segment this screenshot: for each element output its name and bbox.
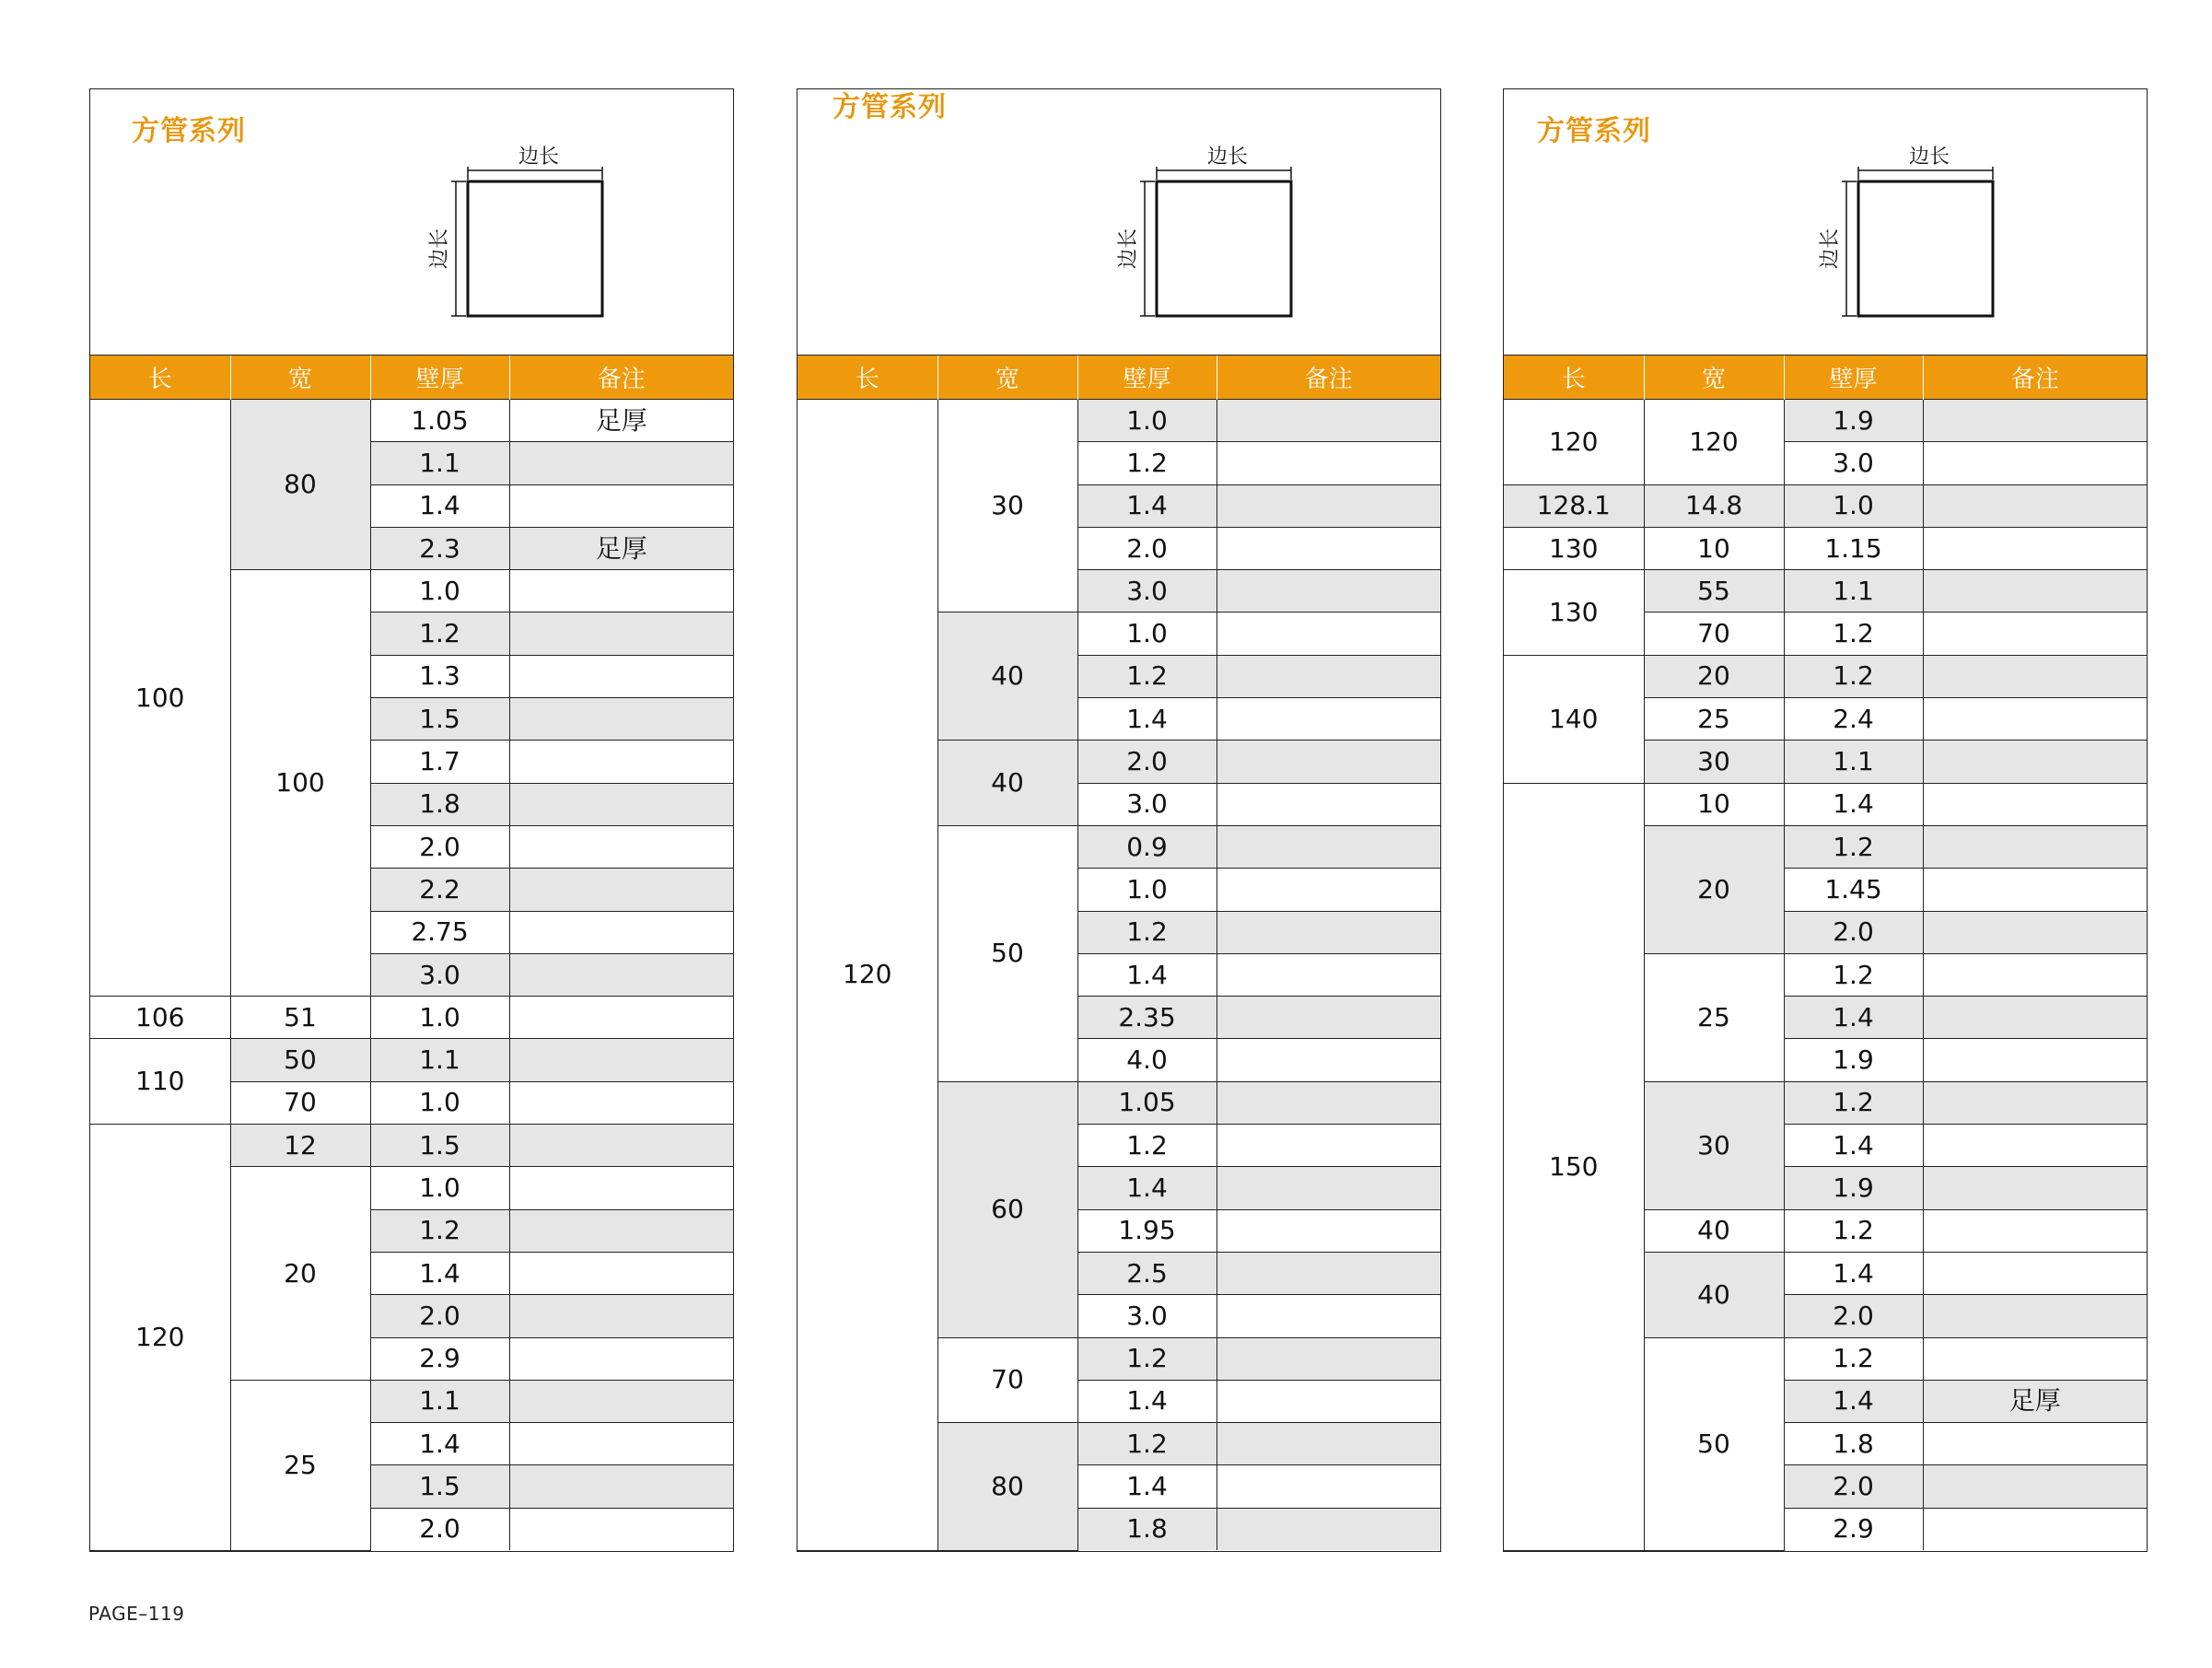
table-cell: 1.2 <box>1784 1081 1923 1124</box>
table-cell <box>1217 1295 1440 1337</box>
table-cell: 25 <box>1644 698 1784 741</box>
table-cell: 2.9 <box>1784 1508 1923 1550</box>
table-cell: 120 <box>1504 400 1644 485</box>
table-cell: 120 <box>797 400 937 1551</box>
table-cell <box>1923 400 2147 442</box>
header-wall-thickness: 壁厚 <box>370 356 509 400</box>
table-cell: 1.05 <box>370 400 509 442</box>
table-cell <box>1923 911 2147 953</box>
header-wall-thickness: 壁厚 <box>1784 356 1923 400</box>
table-cell <box>1217 655 1440 697</box>
table-cell <box>509 442 733 484</box>
table-cell <box>1217 1039 1440 1081</box>
table-header-row <box>1504 356 2147 400</box>
table-cell: 1.1 <box>370 1039 509 1081</box>
series-title: 方管系列 <box>132 115 246 147</box>
table-cell: 130 <box>1504 527 1644 569</box>
series-title: 方管系列 <box>832 91 947 123</box>
panel-header <box>797 89 1440 355</box>
table-cell <box>509 1508 733 1550</box>
table-cell: 1.8 <box>1784 1423 1923 1465</box>
table-cell <box>1217 1337 1440 1380</box>
table-cell: 1.4 <box>1784 783 1923 825</box>
table-cell: 足厚 <box>509 400 733 442</box>
table-cell: 1.3 <box>370 655 509 697</box>
table-cell: 2.0 <box>1784 1465 1923 1508</box>
table-cell: 1.2 <box>1784 612 1923 655</box>
table-cell <box>509 612 733 655</box>
table-cell: 100 <box>230 570 370 997</box>
table-cell: 1.2 <box>1784 953 1923 996</box>
table-cell <box>509 484 733 527</box>
table-cell <box>1923 741 2147 783</box>
table-cell: 1.5 <box>370 1125 509 1167</box>
table-cell <box>1923 1209 2147 1252</box>
table-cell: 1.2 <box>1077 911 1217 953</box>
table-cell: 1.0 <box>1077 612 1217 655</box>
table-cell: 1.4 <box>1077 698 1217 741</box>
table-cell: 20 <box>1644 825 1784 953</box>
table-cell <box>509 655 733 697</box>
dim-label-top: 边长 <box>1908 146 1950 169</box>
table-cell <box>1217 1209 1440 1252</box>
header-remark: 备注 <box>1217 356 1440 400</box>
table-row <box>90 997 733 1039</box>
table-cell: 120 <box>90 1125 230 1550</box>
table-cell: 1.7 <box>370 741 509 783</box>
table-cell: 1.9 <box>1784 1039 1923 1081</box>
table-cell <box>1923 484 2147 527</box>
table-cell: 2.0 <box>1077 527 1217 569</box>
table-cell: 1.4 <box>1077 1167 1217 1209</box>
table-cell: 1.2 <box>1784 1209 1923 1252</box>
table-cell: 足厚 <box>1923 1380 2147 1422</box>
table-cell <box>1923 1252 2147 1294</box>
table-cell: 25 <box>230 1380 370 1550</box>
table-cell <box>1923 1337 2147 1380</box>
dim-label-side: 边长 <box>1819 227 1842 270</box>
table-cell <box>509 997 733 1039</box>
table-cell <box>1217 484 1440 527</box>
table-row <box>1504 570 2147 612</box>
table-cell: 120 <box>1644 400 1784 485</box>
table-cell: 1.1 <box>1784 570 1923 612</box>
table-cell: 150 <box>1504 783 1644 1550</box>
panel-header <box>90 89 733 355</box>
table-cell: 20 <box>1644 655 1784 697</box>
table-cell: 2.35 <box>1077 997 1217 1039</box>
table-cell: 140 <box>1504 655 1644 783</box>
table-cell: 40 <box>937 612 1077 741</box>
square-tube-diagram <box>797 89 1442 355</box>
table-cell: 80 <box>230 400 370 570</box>
table-cell <box>509 825 733 868</box>
table-cell: 2.0 <box>1077 741 1217 783</box>
header-width: 宽 <box>1644 356 1784 400</box>
table-cell <box>509 1039 733 1081</box>
table-cell: 128.1 <box>1504 484 1644 527</box>
table-cell <box>509 783 733 825</box>
table-cell <box>1923 997 2147 1039</box>
table-cell: 1.2 <box>370 612 509 655</box>
table-cell: 70 <box>937 1337 1077 1423</box>
table-cell: 1.2 <box>1784 825 1923 868</box>
table-cell <box>1923 698 2147 741</box>
table-cell: 1.4 <box>1077 1465 1217 1508</box>
table-cell: 30 <box>937 400 1077 612</box>
table-cell <box>509 698 733 741</box>
table-cell: 2.75 <box>370 911 509 953</box>
table-cell <box>1923 1039 2147 1081</box>
table-cell: 3.0 <box>1077 1295 1217 1337</box>
table-cell <box>1217 442 1440 484</box>
table-cell <box>1923 1125 2147 1167</box>
table-cell <box>509 1209 733 1252</box>
table-cell: 55 <box>1644 570 1784 612</box>
table-cell: 2.9 <box>370 1337 509 1380</box>
table-cell: 1.2 <box>1077 442 1217 484</box>
table-cell: 1.8 <box>1077 1508 1217 1550</box>
table-cell <box>1923 1465 2147 1508</box>
table-row <box>1504 527 2147 569</box>
table-cell: 1.9 <box>1784 1167 1923 1209</box>
table-cell: 40 <box>1644 1252 1784 1337</box>
table-cell <box>1217 1508 1440 1550</box>
table-cell: 2.0 <box>370 1295 509 1337</box>
table-cell <box>1923 953 2147 996</box>
table-cell: 1.0 <box>1077 400 1217 442</box>
table-cell: 110 <box>90 1039 230 1125</box>
table-cell: 80 <box>937 1423 1077 1550</box>
spec-panel-2 <box>797 88 1441 1552</box>
table-cell <box>1217 911 1440 953</box>
table-cell <box>1217 1125 1440 1167</box>
table-cell: 3.0 <box>1077 783 1217 825</box>
table-cell <box>509 1125 733 1167</box>
table-cell: 1.4 <box>1077 1380 1217 1422</box>
table-cell <box>1217 1081 1440 1124</box>
table-cell <box>1217 997 1440 1039</box>
table-cell: 1.4 <box>370 484 509 527</box>
table-header-row <box>797 356 1440 400</box>
table-cell <box>1217 400 1440 442</box>
table-cell: 2.0 <box>370 1508 509 1550</box>
dim-label-side: 边长 <box>1117 227 1140 270</box>
table-cell: 50 <box>937 825 1077 1081</box>
table-cell: 1.4 <box>1784 997 1923 1039</box>
table-cell <box>1923 1295 2147 1337</box>
table-cell: 2.2 <box>370 869 509 911</box>
table-cell <box>1217 612 1440 655</box>
table-cell: 1.0 <box>370 1167 509 1209</box>
table-cell: 30 <box>1644 1081 1784 1209</box>
table-row <box>1504 400 2147 442</box>
header-length: 长 <box>797 356 937 400</box>
table-cell: 12 <box>230 1125 370 1167</box>
table-cell: 1.5 <box>370 698 509 741</box>
table-cell: 1.9 <box>1784 400 1923 442</box>
table-cell: 1.05 <box>1077 1081 1217 1124</box>
table-cell: 106 <box>90 997 230 1039</box>
table-cell: 1.0 <box>1077 869 1217 911</box>
header-width: 宽 <box>937 356 1077 400</box>
table-row <box>797 400 1440 442</box>
table-cell <box>1923 1167 2147 1209</box>
table-cell: 1.5 <box>370 1465 509 1508</box>
table-cell: 51 <box>230 997 370 1039</box>
table-header-row <box>90 356 733 400</box>
table-cell <box>1923 655 2147 697</box>
header-length: 长 <box>1504 356 1644 400</box>
table-cell: 1.0 <box>370 570 509 612</box>
table-cell: 40 <box>1644 1209 1784 1252</box>
table-cell: 20 <box>230 1167 370 1380</box>
square-outline <box>1858 181 1993 316</box>
table-cell <box>1217 570 1440 612</box>
spec-table <box>1504 355 2147 1551</box>
table-cell <box>509 1380 733 1422</box>
table-cell: 1.2 <box>1077 1423 1217 1465</box>
dim-label-side: 边长 <box>428 227 451 270</box>
table-cell: 1.15 <box>1784 527 1923 569</box>
table-cell: 2.0 <box>370 825 509 868</box>
table-cell <box>509 1295 733 1337</box>
table-cell <box>1217 741 1440 783</box>
square-outline <box>468 181 602 316</box>
table-cell: 1.45 <box>1784 869 1923 911</box>
table-cell: 1.0 <box>370 997 509 1039</box>
table-cell: 1.2 <box>370 1209 509 1252</box>
table-cell <box>509 1081 733 1124</box>
table-cell: 4.0 <box>1077 1039 1217 1081</box>
table-cell: 1.1 <box>370 1380 509 1422</box>
table-cell: 足厚 <box>509 527 733 569</box>
table-cell: 1.2 <box>1784 655 1923 697</box>
table-cell <box>509 911 733 953</box>
table-cell <box>1217 1423 1440 1465</box>
table-cell: 50 <box>230 1039 370 1081</box>
table-cell: 50 <box>1644 1337 1784 1550</box>
table-cell <box>1217 1167 1440 1209</box>
table-cell: 1.2 <box>1077 655 1217 697</box>
table-cell: 1.4 <box>1784 1125 1923 1167</box>
table-cell <box>509 1337 733 1380</box>
table-cell <box>509 1423 733 1465</box>
table-cell <box>1923 527 2147 569</box>
table-cell: 2.4 <box>1784 698 1923 741</box>
header-width: 宽 <box>230 356 370 400</box>
table-cell <box>1217 953 1440 996</box>
table-cell <box>509 1252 733 1294</box>
table-cell <box>1923 1508 2147 1550</box>
table-cell <box>1217 527 1440 569</box>
table-cell: 3.0 <box>1077 570 1217 612</box>
table-cell: 3.0 <box>1784 442 1923 484</box>
series-title: 方管系列 <box>1537 115 1651 147</box>
table-cell: 1.4 <box>1784 1252 1923 1294</box>
table-cell: 1.0 <box>370 1081 509 1124</box>
table-cell: 1.4 <box>1077 953 1217 996</box>
table-cell: 1.4 <box>1077 484 1217 527</box>
table-cell: 60 <box>937 1081 1077 1337</box>
table-cell <box>1217 1252 1440 1294</box>
spec-panel-3 <box>1503 88 2148 1552</box>
spec-panel-1 <box>89 88 734 1552</box>
table-cell: 10 <box>1644 527 1784 569</box>
table-cell <box>1217 698 1440 741</box>
table-cell <box>1923 783 2147 825</box>
table-cell <box>509 953 733 996</box>
table-cell <box>1923 1081 2147 1124</box>
table-cell: 1.8 <box>370 783 509 825</box>
table-cell: 70 <box>1644 612 1784 655</box>
table-cell: 1.1 <box>1784 741 1923 783</box>
table-cell: 1.4 <box>370 1423 509 1465</box>
panel-header <box>1504 89 2147 355</box>
table-cell: 1.95 <box>1077 1209 1217 1252</box>
table-row <box>90 400 733 442</box>
table-cell <box>509 570 733 612</box>
table-cell: 10 <box>1644 783 1784 825</box>
table-cell: 30 <box>1644 741 1784 783</box>
table-row <box>90 1125 733 1167</box>
table-cell <box>509 1465 733 1508</box>
table-row <box>1504 783 2147 825</box>
table-row <box>1504 484 2147 527</box>
table-cell <box>509 1167 733 1209</box>
dim-label-top: 边长 <box>1206 146 1249 169</box>
table-cell <box>509 869 733 911</box>
spec-table <box>90 355 733 1551</box>
table-cell: 1.2 <box>1077 1125 1217 1167</box>
table-cell <box>1923 1423 2147 1465</box>
page-number: PAGE–119 <box>88 1603 185 1625</box>
table-cell: 1.4 <box>1784 1380 1923 1422</box>
table-cell: 100 <box>90 400 230 997</box>
table-cell: 2.3 <box>370 527 509 569</box>
table-row <box>1504 655 2147 697</box>
table-cell <box>1217 783 1440 825</box>
header-remark: 备注 <box>1923 356 2147 400</box>
table-cell <box>1217 869 1440 911</box>
header-length: 长 <box>90 356 230 400</box>
table-row <box>90 1039 733 1081</box>
table-cell: 25 <box>1644 953 1784 1081</box>
header-remark: 备注 <box>509 356 733 400</box>
spec-table <box>797 355 1440 1551</box>
dim-label-top: 边长 <box>518 146 560 169</box>
square-tube-diagram <box>1504 89 2148 355</box>
table-cell: 1.4 <box>370 1252 509 1294</box>
table-cell: 1.2 <box>1784 1337 1923 1380</box>
square-outline <box>1157 181 1291 316</box>
table-cell <box>509 741 733 783</box>
table-cell: 1.0 <box>1784 484 1923 527</box>
table-cell <box>1923 825 2147 868</box>
table-cell: 130 <box>1504 570 1644 656</box>
table-cell: 1.2 <box>1077 1337 1217 1380</box>
table-cell: 14.8 <box>1644 484 1784 527</box>
square-tube-diagram <box>90 89 735 355</box>
table-cell: 2.0 <box>1784 1295 1923 1337</box>
table-cell <box>1217 1380 1440 1422</box>
table-cell: 70 <box>230 1081 370 1124</box>
table-cell: 3.0 <box>370 953 509 996</box>
table-cell <box>1923 869 2147 911</box>
header-wall-thickness: 壁厚 <box>1077 356 1217 400</box>
table-cell <box>1923 442 2147 484</box>
table-cell <box>1923 570 2147 612</box>
table-cell <box>1217 1465 1440 1508</box>
table-cell: 0.9 <box>1077 825 1217 868</box>
table-cell: 1.1 <box>370 442 509 484</box>
table-cell: 2.0 <box>1784 911 1923 953</box>
table-cell <box>1923 612 2147 655</box>
table-cell: 40 <box>937 741 1077 826</box>
table-cell <box>1217 825 1440 868</box>
table-cell: 2.5 <box>1077 1252 1217 1294</box>
